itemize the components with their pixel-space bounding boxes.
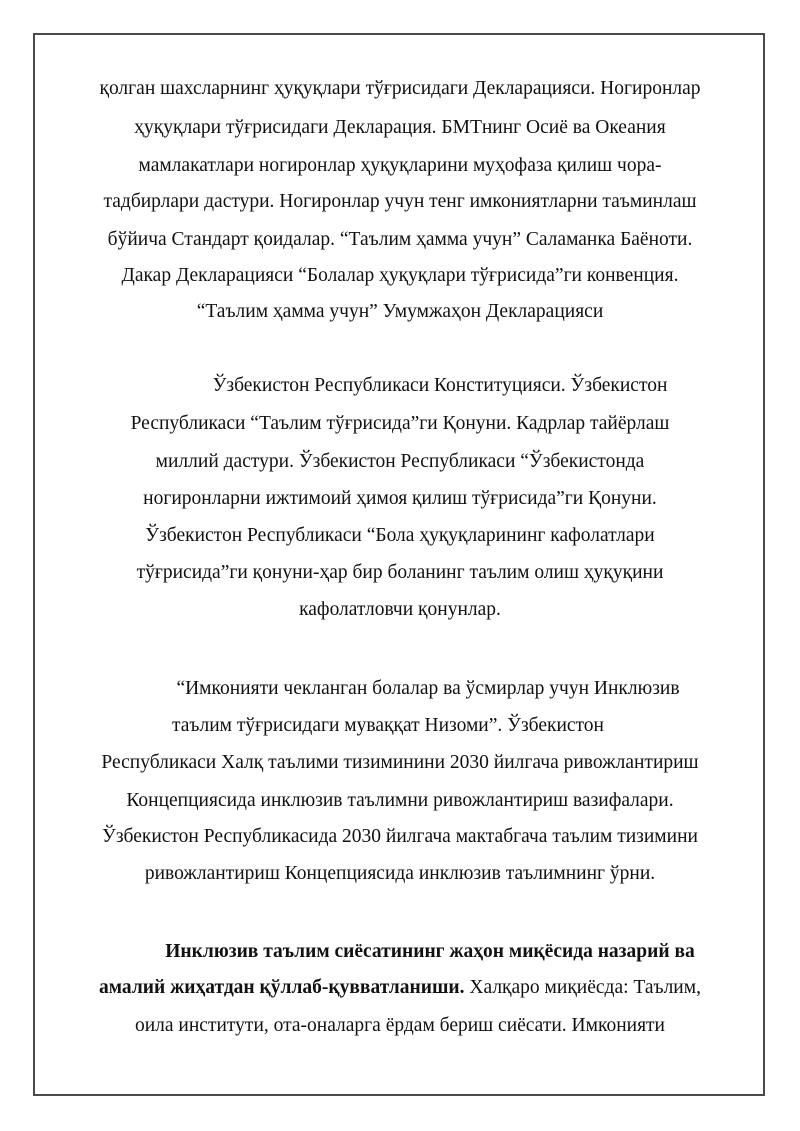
paragraph-line: Концепциясида инклюзив таълимни ривожлантириш вазифалари. bbox=[126, 790, 674, 811]
paragraph-line: оила институти, ота-оналарга ёрдам бериш сиёсати. Имконияти bbox=[134, 1015, 665, 1036]
paragraph-line: Республикаси Халқ таълими тизиминини 2030 йилгача ривожлантириш bbox=[101, 752, 699, 773]
paragraph-line: қолган шахсларнинг ҳуқуқлари тўғрисидаги Декларацияси. Ногиронлар bbox=[99, 78, 701, 99]
paragraph-line: ривожлантириш Концепциясида инклюзив таълимнинг ўрни. bbox=[144, 863, 656, 884]
paragraph-line: Ўзбекистон Республикасида 2030 йилгача мактабгача таълим тизимини bbox=[102, 826, 698, 847]
heading-text: Инклюзив таълим сиёсатининг жаҳон миқёсида назарий ва bbox=[165, 941, 695, 962]
paragraph-line: ҳуқуқлари тўғрисидаги Декларация. БМТнинг Осиё ва Океания bbox=[134, 117, 666, 138]
paragraph-line: Дакар Декларацияси “Болалар ҳуқуқлари тўғрисида”ги конвенция. bbox=[121, 265, 679, 286]
paragraph-line: Ўзбекистон Республикаси Конституцияси. Ўзбекистон bbox=[212, 375, 668, 396]
paragraph-line: тўғрисида”ги қонуни-ҳар бир боланинг таълим олиш ҳуқуқини bbox=[136, 562, 664, 583]
heading-text: амалий жиҳатдан қўллаб-қувватланиши. bbox=[99, 977, 465, 998]
paragraph-line: таълим тўғрисидаги муваққат Низоми”. Ўзбекистон bbox=[171, 715, 604, 736]
section-heading-line bbox=[90, 940, 770, 964]
paragraph-line: Ўзбекистон Республикаси “Бола ҳуқуқларининг кафолатлари bbox=[145, 525, 655, 546]
paragraph-line: “Имконияти чекланган болалар ва ўсмирлар учун Инклюзив bbox=[176, 678, 680, 699]
paragraph-line: “Таълим ҳамма учун” Умумжаҳон Декларацияси bbox=[196, 301, 604, 322]
paragraph-line: мамлакатлари ногиронлар ҳуқуқларини муҳофаза қилиш чора- bbox=[138, 155, 662, 176]
paragraph-line: Республикаси “Таълим тўғрисида”ги Қонуни. Кадрлар тайёрлаш bbox=[130, 413, 670, 434]
body-text: Халқаро миқиёсда: Таълим, bbox=[464, 977, 701, 998]
paragraph-line: миллий дастури. Ўзбекистон Республикаси “Ўзбекистонда bbox=[155, 451, 645, 472]
paragraph-line: кафолатловчи қонунлар. bbox=[299, 599, 501, 620]
paragraph-line: бўйича Стандарт қоидалар. “Таълим ҳамма учун” Саламанка Баёноти. bbox=[107, 229, 693, 250]
paragraph-line bbox=[60, 976, 740, 1000]
paragraph-line: тадбирлари дастури. Ногиронлар учун тенг имкониятларни таъминлаш bbox=[103, 191, 697, 212]
paragraph-line: ногиронларни ижтимоий ҳимоя қилиш тўғрисида”ги Қонуни. bbox=[143, 488, 657, 509]
